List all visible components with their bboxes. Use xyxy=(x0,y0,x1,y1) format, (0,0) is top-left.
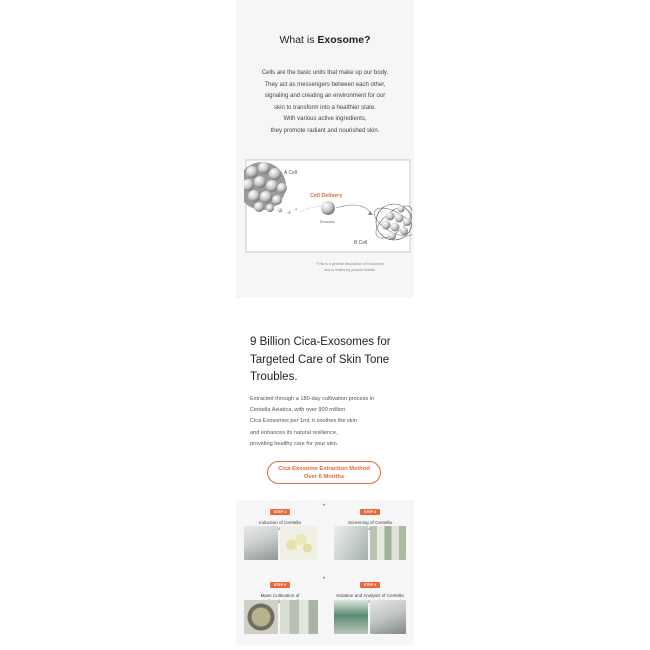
step-text: Mass Cultivation of xyxy=(260,593,300,598)
lab-photo xyxy=(244,526,278,560)
step-1-photos xyxy=(244,526,318,560)
lab-photo xyxy=(334,526,368,560)
cell-delivery-label: Cell Delivery xyxy=(310,193,343,199)
step-badge: STEP 4 xyxy=(360,582,380,588)
step-badge: STEP 2 xyxy=(360,509,380,515)
exosome-label: Exosome xyxy=(320,220,335,224)
a-cell-label: A Cell xyxy=(284,170,298,176)
lab-photo xyxy=(334,600,368,634)
step-badge: STEP 1 xyxy=(270,509,290,515)
exosome-title: What is Exosome? xyxy=(279,34,371,46)
step-3-photos xyxy=(244,600,318,634)
step-text: Isolation and Analysis of Centella xyxy=(336,593,404,598)
step-arrow-icon: ▸ xyxy=(323,502,326,508)
step-text: Induction of Centella xyxy=(259,520,301,525)
extraction-method-badge: Cica Exosome Extraction Method Over 6 Months xyxy=(267,461,381,484)
step-4-photos xyxy=(334,600,406,634)
callus-photo xyxy=(280,526,318,560)
small-exosome-3 xyxy=(295,208,297,210)
exosome-diagram xyxy=(244,158,412,254)
step-arrow-icon: ▸ xyxy=(323,575,326,581)
cica-title: 9 Billion Cica-Exosomes for Targeted Care of Skin Tone Troubles. xyxy=(250,336,391,383)
small-exosome-2 xyxy=(287,210,290,213)
lab-photo xyxy=(280,600,318,634)
step-badge: STEP 3 xyxy=(270,582,290,588)
lab-photo xyxy=(370,526,406,560)
lab-photo xyxy=(244,600,278,634)
lab-photo xyxy=(370,600,406,634)
cica-description: Extracted through a 180-day cultivation process in Centella Asiatica, with over 900 million Cica Exosomes per 1ml, it soothes the skin and enhances its natural resilience, providing healthy care for your skin. xyxy=(250,396,375,447)
exosome-sphere xyxy=(321,201,335,215)
b-cell-label: B Cell xyxy=(354,240,368,246)
step-text: Screening of Centella xyxy=(348,520,392,525)
exosome-intro: Cells are the basic units that make up our body. They act as messengers between each other, signaling and creating an environment for our skin to transform into a healthier state. With various active ingredients, they promote radiant and nourished skin. xyxy=(261,70,389,134)
step-2-photos xyxy=(334,526,406,560)
small-exosome-1 xyxy=(278,208,282,212)
exosome-disclaimer: *This is a general description of Exosomes and is limited by product details. xyxy=(316,262,384,272)
